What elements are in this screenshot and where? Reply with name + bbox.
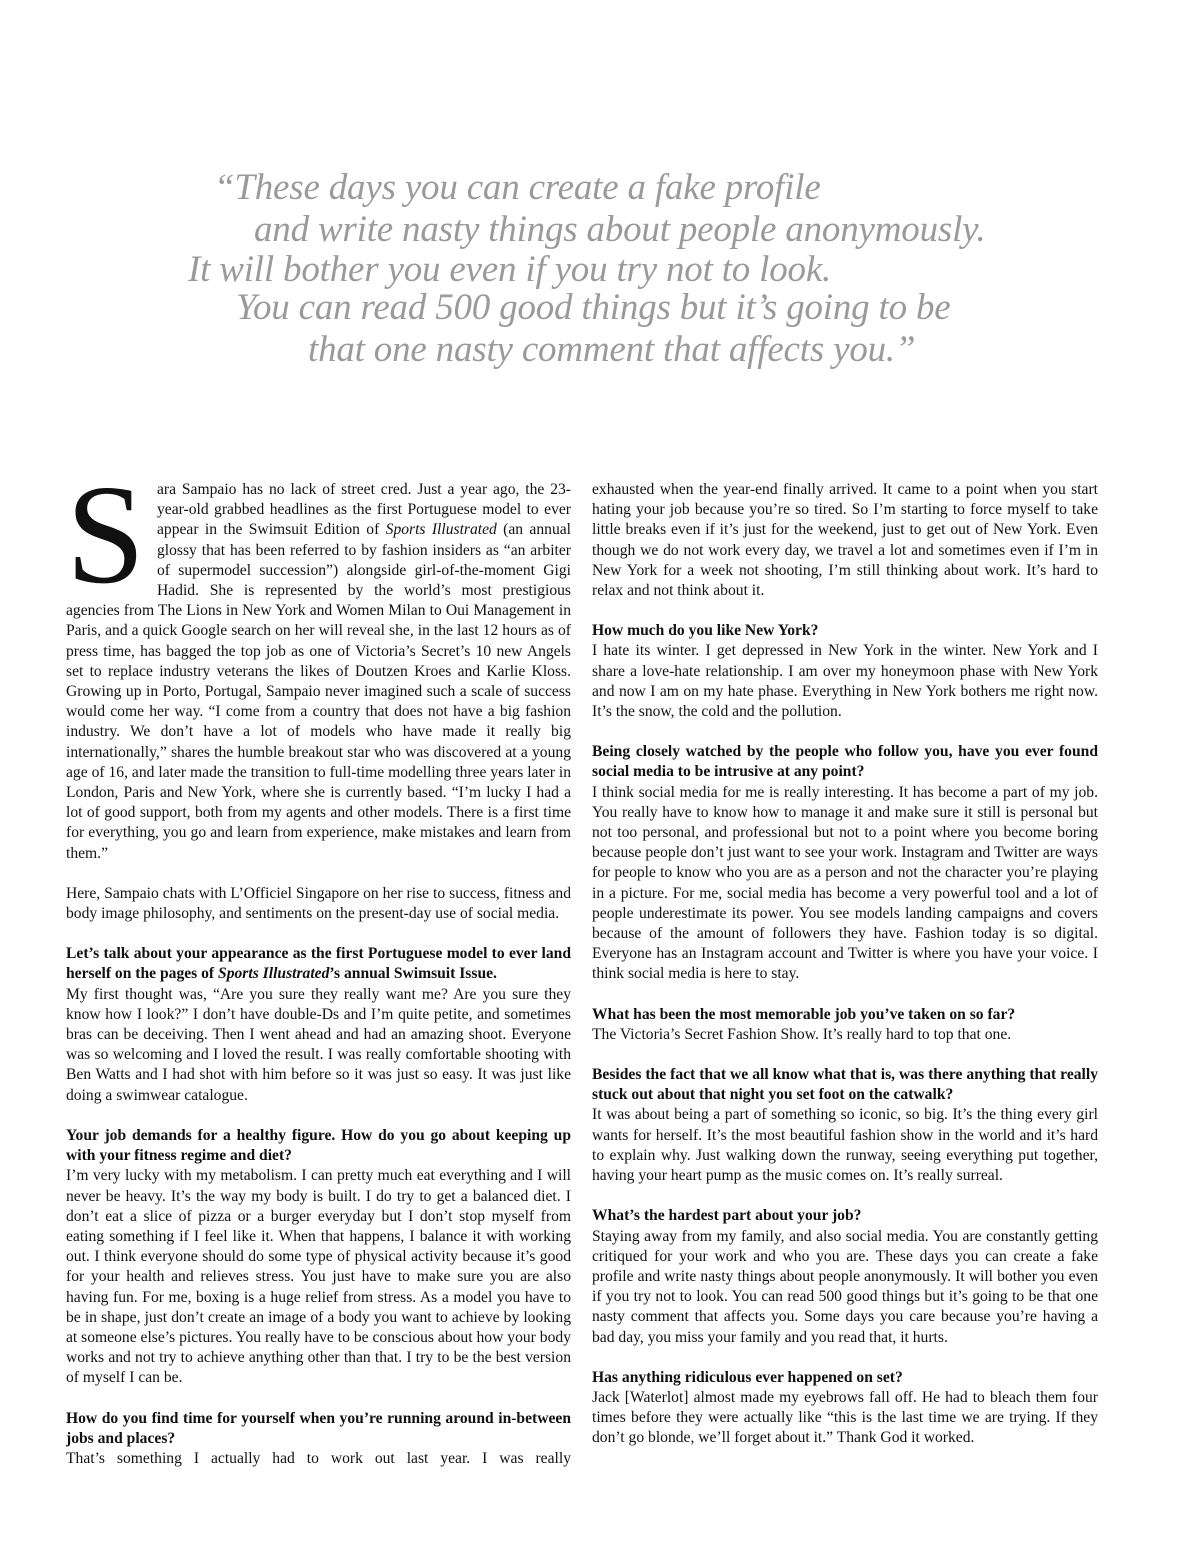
pull-quote-line: “These days you can create a fake profile <box>214 167 821 208</box>
interview-question: How much do you like New York? <box>592 622 819 640</box>
interview-answer: My first thought was, “Are you sure they really want me? Are you sure they know how I look?” I don’t have double-Ds and I’m quite petite, and sometimes bras can be deceiving. Then I went ahead and had an amazing shoot. Everyone was so welcoming and I loved the result. I was really comfortable shooting with Ben Watts and I had shot with him before so it was just so easy. It was just like doing a swimwear catalogue. <box>66 985 571 1104</box>
interview-answer: Staying away from my family, and also social media. You are constantly getting critiqued for your work and who you are. These days you can create a fake profile and write nasty things about people anonymously. It will bother you even if you try not to look. You can read 500 good things but it’s going to be that one nasty comment that affects you. Some days you care because you’re having a bad day, you miss your family and you read that, it hurts. <box>592 1227 1098 1346</box>
interview-question: Let’s talk about your appearance as the first Portuguese model to ever land herself on the pages of Sports Illustrated’s annual Swimsuit Issue. <box>66 945 571 983</box>
publication-title: Sports Illustrated <box>385 521 497 539</box>
pull-quote-line: It will bother you even if you try not to look. <box>188 249 832 290</box>
interview-answer: I’m very lucky with my metabolism. I can pretty much eat everything and I will never be heavy. It’s the way my body is built. I do try to get a balanced diet. I don’t eat a slice of pizza or a burger everyday but I don’t stop myself from eating something if I feel like it. When that happens, I balance it with working out. I think everyone should do some type of physical activity because it’s good for your health and relieves stress. You just have to make sure you are also having fun. For me, boxing is a huge relief from stress. As a model you have to be in shape, just don’t create an image of a body you want to achieve by looking at someone else’s pictures. You really have to be conscious about how your body works and not try to achieve anything other than that. I try to be the best version of myself I can be. <box>66 1167 571 1387</box>
pull-quote-line: and write nasty things about people anonymously. <box>254 209 986 250</box>
drop-cap: S <box>66 455 145 613</box>
interview-answer: I think social media for me is really interesting. It has become a part of my job. You really have to know how to manage it and make sure it still is personal but not too personal, and professional but not to a point where you become boring because people don’t just want to see your work. Instagram and Twitter are ways for people to know who you are as a person and not the character you’re playing in a picture. For me, social media has become a very powerful tool and a lot of people underestimate its power. You see models landing campaigns and covers because of the amount of followers they have. Fashion today is so digital. Everyone has an Instagram account and Twitter is where you have your voice. I think social media is here to stay. <box>592 783 1098 983</box>
pull-quote-line: You can read 500 good things but it’s going to be <box>236 287 951 328</box>
interview-answer: The Victoria’s Secret Fashion Show. It’s really hard to top that one. <box>592 1025 1012 1043</box>
article-column-right <box>592 480 1098 1469</box>
pull-quote-line: that one nasty comment that affects you.” <box>308 329 916 370</box>
interview-answer: Jack [Waterlot] almost made my eyebrows fall off. He had to bleach them four times before they were actually like “this is the last time we are trying. If they don’t go blonde, we’ll forget about it.” Thank God it worked. <box>592 1388 1098 1447</box>
interview-question: Has anything ridiculous ever happened on set? <box>592 1368 903 1386</box>
interview-answer: That’s something I actually had to work out last year. I was really <box>66 1449 571 1467</box>
interview-question: What’s the hardest part about your job? <box>592 1207 862 1225</box>
interview-question: How do you find time for yourself when you’re running around in-between jobs and places? <box>66 1409 571 1447</box>
interview-question: What has been the most memorable job you’ve taken on so far? <box>592 1005 1016 1023</box>
intro-paragraph-2: Here, Sampaio chats with L’Officiel Singapore on her rise to success, fitness and body image philosophy, and sentiments on the present-day use of social media. <box>66 884 571 923</box>
interview-answer: It was about being a part of something so iconic, so big. It’s the thing every girl wants for herself. It’s the most beautiful fashion show in the world and it’s hard to explain why. Just walking down the runway, seeing everything put together, having your heart pump as the music comes on. It’s really surreal. <box>592 1106 1098 1185</box>
article-column-left <box>66 455 572 1469</box>
interview-question: Being closely watched by the people who follow you, have you ever found social media to be intrusive at any point? <box>592 743 1098 781</box>
interview-answer: I hate its winter. I get depressed in New York in the winter. New York and I share a love-hate relationship. I am over my honeymoon phase with New York and now I am on my hate phase. Everything in New York bothers me right now. It’s the snow, the cold and the pollution. <box>592 642 1098 721</box>
interview-answer-continued: exhausted when the year-end finally arrived. It came to a point when you start hating your job because you’re so tired. So I’m starting to force myself to take little breaks even if it’s just for the weekend, just to get out of New York. Even though we do not work every day, we travel a lot and sometimes even if I’m in New York for a week not shooting, I’m still thinking about work. It’s hard to relax and not think about it. <box>592 481 1098 600</box>
interview-question: Besides the fact that we all know what that is, was there anything that really stuck out about that night you set foot on the catwalk? <box>592 1066 1098 1104</box>
interview-question: Your job demands for a healthy figure. How do you go about keeping up with your fitness regime and diet? <box>66 1126 571 1165</box>
intro-paragraph: Sara Sampaio has no lack of street cred. Just a year ago, the 23-year-old grabbed headlines as the first Portuguese model to ever appear in the Swimsuit Edition of Sports Illustrated (an annual glossy that has been referred to by fashion insiders as “an arbiter of supermodel succession”) alongside girl-of-the-moment Gigi Hadid. She is represented by the world’s most prestigious agencies from The Lions in New York and Women Milan to Oui Management in Paris, and a quick Google search on her will reveal she, in the last 12 hours as of press time, has bagged the top job as one of Victoria’s Secret’s 10 new Angels set to replace industry veterans the likes of Doutzen Kroes and Karlie Kloss. Growing up in Porto, Portugal, Sampaio never imagined such a scale of success would come her way. “I come from a country that does not have a big fashion industry. We don’t have a lot of models who have made it really big internationally,” shares the humble breakout star who was discovered at a young age of 16, and later made the transition to full-time modelling three years later in London, Paris and New York, where she is currently based. “I’m lucky I had a lot of good support, both from my agents and other models. There is a first time for everything, you go and learn from experience, make mistakes and learn from them.” <box>66 455 572 862</box>
